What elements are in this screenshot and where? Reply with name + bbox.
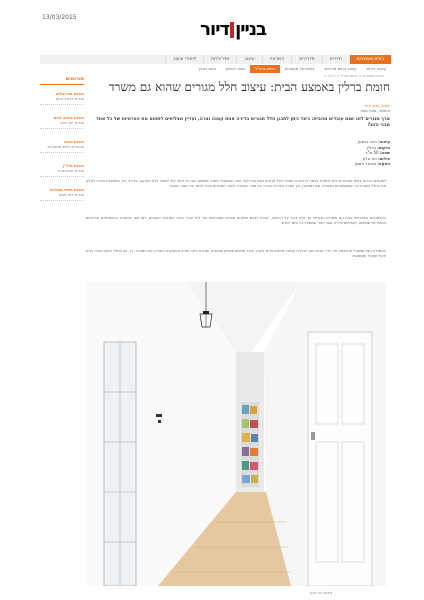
logo-text-left: בניין: [235, 19, 266, 40]
primary-nav: [40, 55, 391, 64]
credit-row: הפקה: מיכאל וייסמן: [354, 161, 390, 166]
article-lead: ארך מגורים לזוג שגם עובדים מהבית: כיצד ניתן לתכנן חלל מגורים בדירה אחת קטנה וצרה, ועדיין מצליחים לתחום את הפרטיות של כל אחד מבני הזוג?: [96, 117, 390, 128]
subnav-item-magazine[interactable]: כתבי מגזין: [199, 66, 217, 71]
nav-item-design[interactable]: עיצוב: [236, 55, 261, 64]
article-title: חומת ברלין באמצע הבית: עיצוב חלל מגורים שהוא גם משרד: [108, 80, 390, 94]
forum-subtitle: בניהול לאו מבחן: [58, 193, 84, 197]
article-byline-secondary: איתמר, צוות אתר: [360, 108, 390, 113]
credit-row: צילום: גיא אלון: [363, 155, 390, 161]
article-header: [90, 80, 390, 167]
forum-title[interactable]: פורום אדריכלים: [56, 91, 84, 96]
site-logo[interactable]: [184, 20, 266, 40]
photo-caption: צילום: גיא אלון: [310, 591, 333, 595]
sidebar-forum-item[interactable]: [40, 139, 84, 153]
credit-row: שטח: 50 מ"ר: [365, 150, 390, 155]
shelf-wall-image: [241, 402, 259, 487]
forum-subtitle: בהנחיית דלפון ממקורות: [47, 145, 84, 149]
forum-title[interactable]: פורום חיפוי מוצרים: [50, 187, 84, 192]
forum-subtitle: בניהול חגית פורת: [57, 169, 84, 173]
forum-title[interactable]: פורום עיצוב פנים: [53, 115, 84, 120]
nav-item-guides[interactable]: מדריכים: [291, 55, 321, 64]
forum-subtitle: בניהול דניאל הרמן: [55, 97, 84, 101]
sidebar-forum-item[interactable]: [40, 115, 84, 129]
nav-item-rooms[interactable]: חדרים: [322, 55, 349, 64]
subnav-item-designers-homes[interactable]: בתים של מעצבים: [284, 66, 315, 71]
sidebar-forum-item[interactable]: [40, 91, 84, 105]
subnav-item-abroad[interactable]: בתים בחו"ל: [250, 65, 280, 73]
sidebar-forum-item[interactable]: [40, 163, 84, 177]
nav-item-design-studies[interactable]: לימודי עיצוב: [165, 55, 203, 64]
article-photo: [86, 282, 386, 586]
article-paragraph: לפעמים כיכרות בתים קטנים צריכים לתפקד בכמה דרכים בו זמנית: חלל מגורים נעים ונוח לבני הזוג, ובמקביל משרד מתפקד שבו כל אחד יכול לעבוד ללא הפרעה. בדירה הזו, המעצבת בחרה לחלק את החלל בעזרת קיר שמשמש גם כספרייה וגם כמחיצה, וכך נוצרה הפרדה ברורה בין אזור העבודה לאזור המגורים מבלי לוותר על האור הטבעי.: [86, 179, 386, 188]
credit-row: מיקום: ברלין: [367, 144, 390, 150]
logo-divider: [230, 22, 234, 38]
subnav-item-private-homes[interactable]: עיצוב בתים פרטיים: [324, 66, 357, 71]
subnav-item-first-look[interactable]: מבט ראשון: [226, 66, 245, 71]
nav-item-designed-homes[interactable]: בתים מעוצבים: [349, 55, 391, 64]
publish-date: 13/03/2015: [42, 14, 77, 21]
forum-title[interactable]: פורום גינות: [64, 139, 84, 144]
article-byline: מאת: בניין ודיור: [363, 103, 390, 108]
window-frame-image: [104, 342, 136, 586]
forum-title[interactable]: פורום נדל"ן: [63, 163, 84, 168]
article-paragraph: המסדרון הצר שמוביל מהכניסה אל חדרי הבית הפך לגלריה קטנה: מדפים צרים לאורך הקיר מציגים ספרים ומגזינים, ומנורת כלוב תלויה מהתקרה ומאירה את המעבר. כך, גם החלל הקטן ביותר בבית קיבל תפקיד ומשמעות.: [86, 249, 386, 258]
nav-item-architecture[interactable]: אדריכלות: [203, 55, 236, 64]
sidebar-forum-item[interactable]: [40, 187, 84, 201]
forums-sidebar: [40, 76, 84, 211]
breadcrumb[interactable]: בתים מעוצבים > בתים בחו"ל > דירה >: [324, 74, 384, 78]
forum-subtitle: בניהול יעל לוינר: [59, 121, 84, 125]
credit-row: עיצוב: דונה גרסטן: [357, 139, 390, 144]
nav-item-inspiration[interactable]: השראה: [262, 55, 292, 64]
door-image: [308, 332, 372, 586]
secondary-nav: [174, 65, 391, 73]
sidebar-title: פורומים: [40, 76, 84, 85]
logo-text-right: דיור: [200, 19, 230, 40]
article-paragraph: האלמנטים המרכזיים בבית הם חומרים טבעיים: עץ אלון בהיר על הרצפה, קירות לבנים וחלונות גבוהים שמכניסים אור לכל אורך היום. הפרטים הקטנים, כמו גופי התאורה התעשייתיים והדלתות המקוריות שחודשו, מעניקים לדירה אופי ייחודי שמשלב בין הישן לחדש.: [86, 216, 386, 225]
subnav-item-apartments[interactable]: עיצוב דירות: [366, 66, 386, 71]
article-credits: [90, 139, 390, 167]
